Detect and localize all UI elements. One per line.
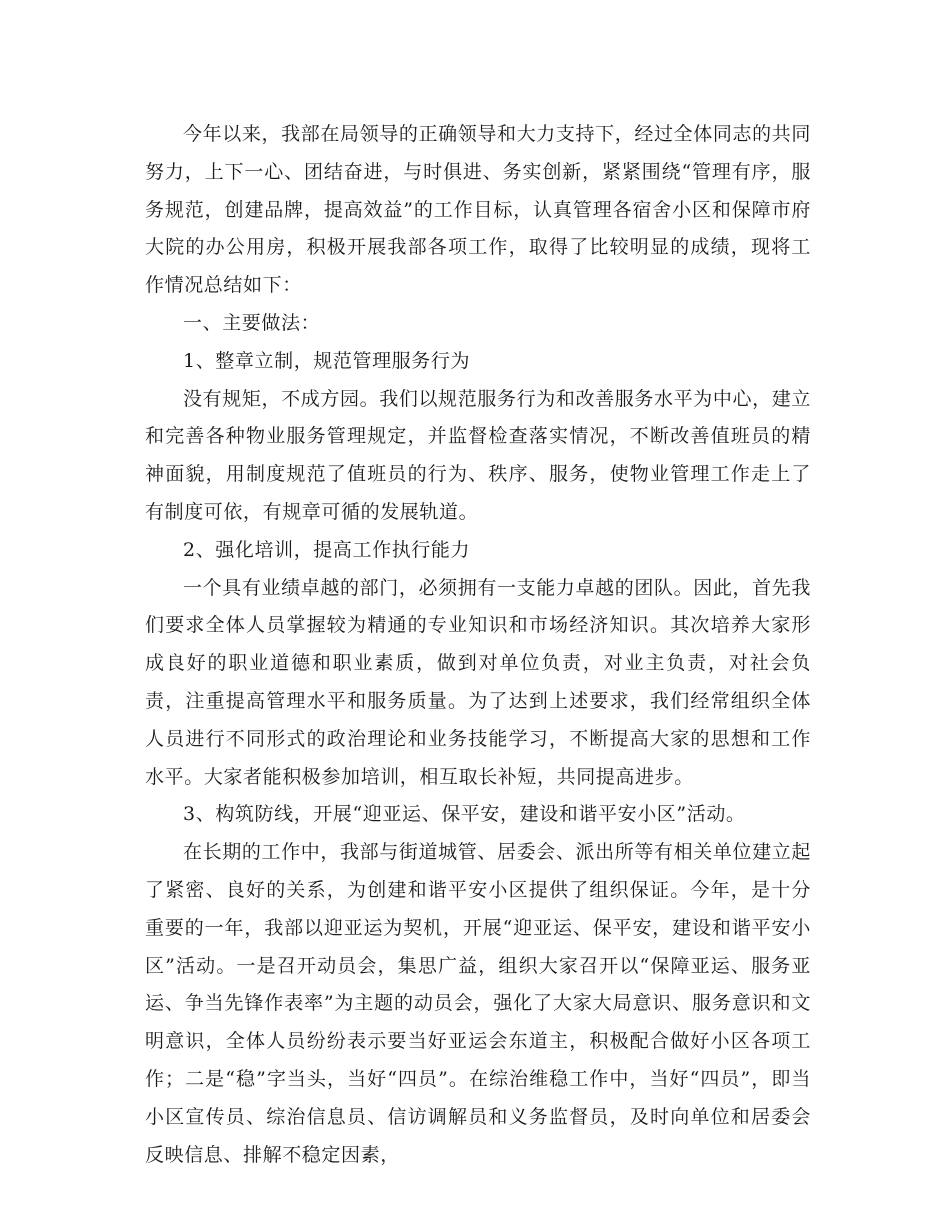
intro-paragraph: 今年以来，我部在局领导的正确领导和大力支持下，经过全体同志的共同努力，上下一心、团结奋进，与时俱进、务实创新，紧紧围绕“管理有序，服务规范，创建品牌，提高效益”的工作目标，认真管理各宿舍小区和保障市府大院的办公用房，积极开展我部各项工作，取得了比较明显的成绩，现将工作情况总结如下： xyxy=(145,123,811,297)
subheading-safety-campaign: 3、构筑防线，开展“迎亚运、保平安，建设和谐平安小区”活动。 xyxy=(183,803,746,826)
subheading-regulations: 1、整章立制，规范管理服务行为 xyxy=(183,349,471,372)
section-heading-main-practices: 一、主要做法： xyxy=(183,311,321,334)
paragraph-safety-campaign: 在长期的工作中，我部与街道城管、居委会、派出所等有相关单位建立起了紧密、良好的关系，为创建和谐平安小区提供了组织保证。今年，是十分重要的一年，我部以迎亚运为契机，开展“迎亚运、保平安，建设和谐平安小区”活动。一是召开动员会，集思广益，组织大家召开以“保障亚运、服务亚运、争当先锋作表率”为主题的动员会，强化了大家大局意识、服务意识和文明意识，全体人员纷纷表示要当好亚运会东道主，积极配合做好小区各项工作；二是“稳”字当头，当好“四员”。在综治维稳工作中，当好“四员”，即当小区宣传员、综治信息员、信访调解员和义务监督员，及时向单位和居委会反映信息、排解不稳定因素， xyxy=(145,841,811,1166)
paragraph-regulations: 没有规矩，不成方园。我们以规范服务行为和改善服务水平为中心，建立和完善各种物业服务管理规定，并监督检查落实情况，不断改善值班员的精神面貌，用制度规范了值班员的行为、秩序、服务，使物业管理工作走上了有制度可依，有规章可循的发展轨道。 xyxy=(145,387,811,523)
paragraph-training: 一个具有业绩卓越的部门，必须拥有一支能力卓越的团队。因此，首先我们要求全体人员掌握较为精通的专业知识和市场经济知识。其次培养大家形成良好的职业道德和职业素质，做到对单位负责，对业主负责，对社会负责，注重提高管理水平和服务质量。为了达到上述要求，我们经常组织全体人员进行不同形式的政治理论和业务技能学习，不断提高大家的思想和工作水平。大家者能积极参加培训，相互取长补短，共同提高进步。 xyxy=(145,576,811,788)
subheading-training: 2、强化培训，提高工作执行能力 xyxy=(183,538,471,561)
document-body xyxy=(145,116,811,1174)
